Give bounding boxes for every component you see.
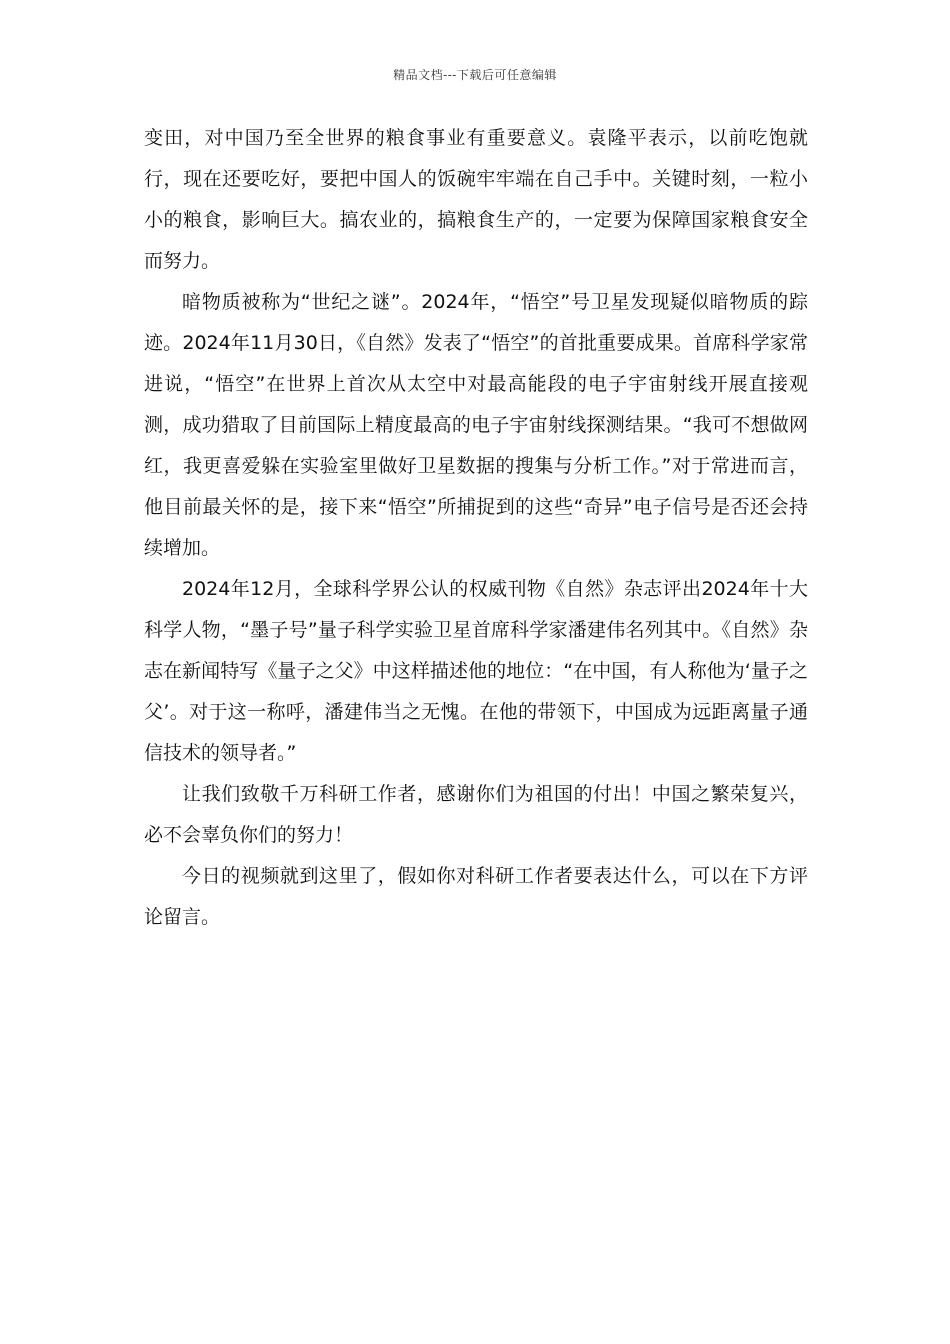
- page-header: 精品文档---下载后可任意编辑: [393, 68, 557, 82]
- paragraph-tribute: 让我们致敬千万科研工作者，感谢你们为祖国的付出！中国之繁荣复兴，必不会辜负你们的努力！: [144, 783, 808, 846]
- paragraph-quantum: 2024年12月，全球科学界公认的权威刊物《自然》杂志评出2024年十大科学人物，“墨子号”量子科学实验卫星首席科学家潘建伟名列其中。《自然》杂志在新闻特写《量子之父》中这样描述他的地位：“在中国，有人称他为‘量子之父’。对于这一称呼，潘建伟当之无愧。在他的带领下，中国成为远距离量子通信技术的领导者。”: [144, 578, 808, 764]
- document-body: [144, 118, 808, 938]
- paragraph-dark-matter: 暗物质被称为“世纪之谜”。2024年，“悟空”号卫星发现疑似暗物质的踪迹。2024年11月30日，《自然》发表了“悟空”的首批重要成果。首席科学家常进说，“悟空”在世界上首次从太空中对最高能段的电子宇宙射线开展直接观测，成功猎取了目前国际上精度最高的电子宇宙射线探测结果。“我可不想做网红，我更喜爱躲在实验室里做好卫星数据的搜集与分析工作。”对于常进而言，他目前最关怀的是，接下来“悟空”所捕捉到的这些“奇异”电子信号是否还会持续增加。: [144, 291, 808, 559]
- paragraph-closing: 今日的视频就到这里了，假如你对科研工作者要表达什么，可以在下方评论留言。: [144, 865, 808, 928]
- paragraph-rice: 变田，对中国乃至全世界的粮食事业有重要意义。袁隆平表示，以前吃饱就行，现在还要吃好，要把中国人的饭碗牢牢端在自己手中。关键时刻，一粒小小的粮食，影响巨大。搞农业的，搞粮食生产的，一定要为保障国家粮食安全而努力。: [144, 127, 808, 272]
